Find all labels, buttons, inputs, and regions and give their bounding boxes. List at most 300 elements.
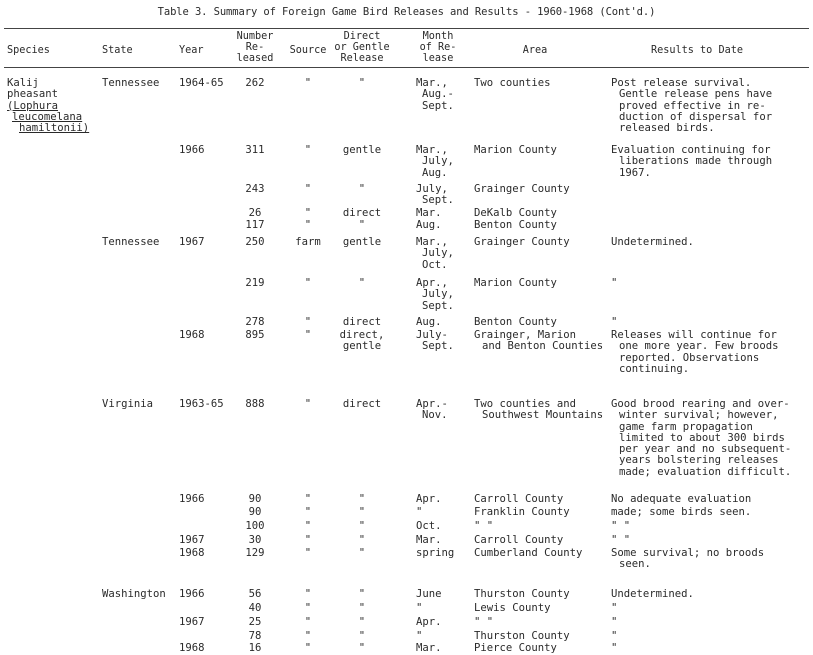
source-cell-line: " (304, 630, 312, 642)
results-cell-line: Undetermined. (611, 588, 694, 600)
results-cell-line: Releases will continue for (611, 329, 777, 341)
month-cell-line: July, (422, 288, 454, 301)
state-cell (102, 589, 166, 600)
year-cell-line: 1968 (179, 329, 205, 341)
direct-cell (333, 548, 391, 559)
header-month-line2: of Re- (419, 42, 457, 53)
number-cell-line: 311 (245, 144, 265, 156)
header-month (412, 31, 464, 64)
number-cell (231, 145, 279, 156)
results-cell (611, 494, 751, 505)
source-cell (286, 521, 330, 532)
month-cell-line: Mar. (416, 534, 442, 546)
species-line: pheasant (7, 88, 59, 101)
header-month-line3: lease (422, 53, 454, 64)
source-cell-line: " (304, 144, 312, 156)
area-cell-line: Thurston County (474, 588, 570, 600)
year-cell-line: 1967 (179, 616, 205, 628)
results-cell (611, 548, 764, 571)
month-cell (416, 494, 442, 505)
results-cell-line: Evaluation continuing for (611, 144, 771, 156)
month-cell-line: " (416, 602, 423, 614)
number-cell-line: 278 (245, 316, 265, 328)
year-cell (179, 78, 224, 89)
month-cell-line: Apr.- (416, 398, 448, 410)
month-cell-line: Aug. (416, 219, 442, 231)
month-cell-line: Aug. (416, 316, 442, 328)
source-cell-line: " (304, 642, 312, 654)
month-cell-line: " (416, 630, 423, 642)
source-cell (286, 399, 330, 410)
results-cell (611, 145, 772, 179)
header-number-line2: Re- (245, 42, 265, 53)
year-cell-line: 1968 (179, 547, 205, 559)
direct-cell (333, 145, 391, 156)
direct-cell-line: " (358, 534, 366, 546)
year-cell (179, 535, 205, 546)
year-cell-line: 1966 (179, 493, 205, 505)
source-cell-line: " (304, 547, 312, 559)
source-cell-line: " (304, 207, 312, 219)
direct-cell (333, 589, 391, 600)
direct-cell-line: " (358, 602, 366, 614)
area-cell-line: Grainger County (474, 236, 570, 248)
area-cell-line: Benton County (474, 316, 557, 328)
source-cell (286, 278, 330, 289)
direct-cell-line: " (358, 277, 366, 289)
number-cell (231, 220, 279, 231)
results-cell-line: winter survival; however, (619, 409, 779, 422)
year-cell-line: 1967 (179, 236, 205, 248)
number-cell-line: 90 (248, 506, 262, 518)
results-cell-line: made; some birds seen. (611, 506, 752, 518)
month-cell-line: Sept. (422, 99, 454, 112)
area-cell (474, 278, 557, 289)
month-cell (416, 184, 454, 207)
area-cell-line: Marion County (474, 277, 557, 289)
month-cell-line: " (416, 506, 423, 518)
number-cell (231, 631, 279, 642)
results-cell (611, 317, 617, 328)
results-cell-line: Some survival; no broods (611, 547, 765, 559)
month-cell (416, 330, 454, 353)
source-cell (286, 507, 330, 518)
header-number (231, 31, 279, 64)
results-cell-line: years bolstering releases (619, 454, 779, 467)
results-cell-line: 1967. (619, 166, 651, 179)
number-cell-line: 78 (248, 630, 262, 642)
direct-cell-line: " (358, 520, 366, 532)
month-cell (416, 535, 442, 546)
direct-cell-line: gentle (342, 340, 382, 353)
area-cell (474, 208, 557, 219)
results-cell-line: duction of dispersal for (619, 110, 773, 123)
direct-cell (333, 78, 391, 89)
header-source: Source (289, 45, 327, 56)
results-cell (611, 330, 778, 375)
area-cell (474, 617, 493, 628)
source-cell-line: " (304, 534, 312, 546)
results-cell-line: " (611, 616, 618, 628)
number-cell (231, 617, 279, 628)
source-cell-line: " (304, 77, 312, 89)
source-cell (286, 237, 330, 248)
number-cell (231, 330, 279, 341)
source-cell (286, 208, 330, 219)
results-cell-line: liberations made through (619, 155, 773, 168)
month-cell-line: Aug.- (422, 88, 454, 101)
year-cell (179, 330, 205, 341)
source-cell (286, 603, 330, 614)
number-cell-line: 262 (245, 77, 265, 89)
species-cell (7, 78, 89, 134)
results-cell-line: " (611, 316, 618, 328)
area-cell-line: Marion County (474, 144, 557, 156)
number-cell (231, 399, 279, 410)
top-rule (4, 28, 809, 29)
area-cell-line: Cumberland County (474, 547, 583, 559)
source-cell (286, 317, 330, 328)
month-cell-line: Mar. (416, 642, 442, 654)
number-cell (231, 78, 279, 89)
header-number-line1: Number (236, 31, 274, 42)
area-cell (474, 237, 570, 248)
area-cell-line: " " (474, 520, 494, 532)
results-cell-line: " " (611, 520, 631, 532)
area-cell (474, 220, 557, 231)
direct-cell-line: " (358, 77, 366, 89)
state-cell (102, 399, 153, 410)
direct-cell-line: gentle (342, 144, 382, 156)
area-cell (474, 494, 563, 505)
header-species: Species (7, 45, 50, 56)
year-cell (179, 494, 205, 505)
header-direct-line1: Direct (343, 31, 381, 42)
header-direct-line2: or Gentle (334, 42, 390, 53)
direct-cell (333, 330, 391, 353)
month-cell (416, 548, 454, 559)
year-cell (179, 237, 205, 248)
source-cell (286, 589, 330, 600)
results-cell-line: proved effective in re- (619, 99, 766, 112)
year-cell-line: 1966 (179, 588, 205, 600)
direct-cell (333, 317, 391, 328)
area-cell (474, 78, 551, 89)
direct-cell-line: " (358, 616, 366, 628)
area-cell-line: and Benton Counties (482, 340, 604, 353)
month-cell-line: Oct. (422, 258, 448, 271)
direct-cell-line: gentle (342, 236, 382, 248)
results-cell-line: per year and no subsequent- (619, 443, 792, 456)
area-cell (474, 399, 603, 422)
source-cell-line: " (304, 493, 312, 505)
month-cell-line: Sept. (422, 299, 454, 312)
year-cell-line: 1968 (179, 642, 205, 654)
header-direct-line3: Release (340, 53, 384, 64)
month-cell-line: spring (416, 547, 455, 559)
area-cell (474, 548, 582, 559)
results-cell-line: limited to about 300 birds (619, 431, 785, 444)
results-cell-line: No adequate evaluation (611, 493, 752, 505)
month-cell (416, 521, 442, 532)
month-cell (416, 603, 422, 614)
source-cell (286, 631, 330, 642)
source-cell-line: " (304, 398, 312, 410)
direct-cell-line: " (358, 630, 366, 642)
direct-cell-line: " (358, 219, 366, 231)
month-cell-line: Apr., (416, 277, 448, 289)
direct-cell (333, 494, 391, 505)
direct-cell (333, 237, 391, 248)
month-cell-line: Oct. (416, 520, 442, 532)
source-cell (286, 78, 330, 89)
results-cell-line: " " (611, 534, 631, 546)
number-cell (231, 208, 279, 219)
number-cell-line: 30 (248, 534, 262, 546)
number-cell-line: 90 (248, 493, 262, 505)
direct-cell-line: " (358, 642, 366, 654)
header-month-line1: Month (422, 31, 454, 42)
number-cell (231, 589, 279, 600)
area-cell (474, 603, 551, 614)
area-cell-line: Grainger County (474, 183, 570, 195)
number-cell (231, 184, 279, 195)
area-cell-line: DeKalb County (474, 207, 557, 219)
month-cell-line: Mar. (416, 207, 442, 219)
area-cell (474, 184, 570, 195)
header-rule (4, 67, 809, 68)
direct-cell-line: " (358, 547, 366, 559)
area-cell (474, 535, 563, 546)
state-cell-line: Tennessee (102, 77, 160, 89)
number-cell-line: 40 (248, 602, 262, 614)
results-cell (611, 617, 617, 628)
state-cell (102, 78, 159, 89)
results-cell-line: Gentle release pens have (619, 88, 773, 101)
results-cell (611, 278, 617, 289)
area-cell-line: Two counties (474, 77, 551, 89)
direct-cell (333, 278, 391, 289)
area-cell-line: Benton County (474, 219, 557, 231)
month-cell-line: July, (416, 183, 448, 195)
results-cell (611, 535, 630, 546)
month-cell-line: July, (422, 247, 454, 260)
number-cell-line: 56 (248, 588, 262, 600)
source-cell (286, 535, 330, 546)
header-area: Area (522, 45, 548, 56)
number-cell (231, 278, 279, 289)
species-line: leucomelana (12, 110, 83, 123)
results-cell (611, 399, 791, 478)
source-cell-line: farm (295, 236, 321, 248)
direct-cell (333, 643, 391, 654)
direct-cell-line: direct (342, 316, 382, 328)
source-cell-line: " (304, 616, 312, 628)
number-cell (231, 317, 279, 328)
number-cell-line: 117 (245, 219, 265, 231)
header-number-line3: leased (236, 53, 274, 64)
source-cell (286, 548, 330, 559)
month-cell (416, 399, 448, 422)
area-cell (474, 507, 570, 518)
year-cell (179, 643, 205, 654)
source-cell (286, 220, 330, 231)
month-cell-line: June (416, 588, 442, 600)
number-cell (231, 643, 279, 654)
source-cell-line: " (304, 316, 312, 328)
year-cell (179, 589, 205, 600)
month-cell-line: Apr. (416, 616, 442, 628)
month-cell (416, 78, 454, 112)
area-cell-line: " " (474, 616, 494, 628)
results-cell (611, 643, 617, 654)
results-cell (611, 521, 630, 532)
month-cell-line: Aug. (422, 166, 448, 179)
source-cell (286, 145, 330, 156)
area-cell-line: Two counties and (474, 398, 577, 410)
number-cell (231, 548, 279, 559)
year-cell (179, 548, 205, 559)
source-cell (286, 494, 330, 505)
number-cell-line: 25 (248, 616, 262, 628)
month-cell-line: Mar., (416, 77, 448, 89)
month-cell (416, 631, 422, 642)
month-cell-line: Apr. (416, 493, 442, 505)
direct-cell (333, 208, 391, 219)
number-cell-line: 219 (245, 277, 265, 289)
area-cell (474, 317, 557, 328)
month-cell-line: Mar., (416, 144, 448, 156)
results-cell-line: reported. Observations (619, 351, 760, 364)
area-cell-line: Thurston County (474, 630, 570, 642)
header-state: State (102, 45, 133, 56)
month-cell (416, 208, 442, 219)
area-cell (474, 589, 570, 600)
direct-cell-line: " (358, 493, 366, 505)
source-cell-line: " (304, 183, 312, 195)
results-cell-line: " (611, 630, 618, 642)
results-cell-line: one more year. Few broods (619, 340, 779, 353)
month-cell-line: Sept. (422, 194, 454, 207)
month-cell-line: July, (422, 155, 454, 168)
year-cell (179, 145, 205, 156)
results-cell (611, 237, 694, 248)
number-cell (231, 237, 279, 248)
source-cell-line: " (304, 520, 312, 532)
month-cell (416, 507, 422, 518)
direct-cell-line: direct (342, 398, 382, 410)
number-cell (231, 603, 279, 614)
number-cell-line: 16 (248, 642, 262, 654)
direct-cell (333, 399, 391, 410)
results-cell-line: Undetermined. (611, 236, 694, 248)
results-cell-line: made; evaluation difficult. (619, 465, 792, 478)
results-cell-line: Post release survival. (611, 77, 752, 89)
area-cell (474, 521, 493, 532)
month-cell (416, 589, 442, 600)
state-cell (102, 237, 159, 248)
month-cell (416, 278, 454, 312)
area-cell-line: Franklin County (474, 506, 570, 518)
number-cell-line: 895 (245, 329, 265, 341)
number-cell-line: 100 (245, 520, 265, 532)
area-cell (474, 643, 557, 654)
direct-cell-line: direct, (339, 329, 385, 341)
source-cell-line: " (304, 219, 312, 231)
month-cell (416, 237, 454, 271)
header-direct (333, 31, 391, 64)
table-title: Table 3. Summary of Foreign Game Bird Releases and Results - 1960-1968 (Cont'd.) (157, 6, 656, 18)
area-cell (474, 145, 557, 156)
area-cell (474, 330, 603, 353)
state-cell-line: Tennessee (102, 236, 160, 248)
direct-cell (333, 220, 391, 231)
state-cell-line: Virginia (102, 398, 154, 410)
month-cell-line: Mar., (416, 236, 448, 248)
number-cell-line: 250 (245, 236, 265, 248)
year-cell (179, 399, 224, 410)
number-cell-line: 129 (245, 547, 265, 559)
year-cell-line: 1966 (179, 144, 205, 156)
state-cell-line: Washington (102, 588, 166, 600)
results-cell (611, 507, 751, 518)
source-cell (286, 617, 330, 628)
results-cell (611, 589, 694, 600)
number-cell-line: 888 (245, 398, 265, 410)
direct-cell-line: " (358, 183, 366, 195)
direct-cell-line: " (358, 506, 366, 518)
results-cell-line: seen. (619, 558, 651, 571)
results-cell-line: continuing. (619, 362, 690, 375)
number-cell (231, 507, 279, 518)
results-cell-line: game farm propagation (619, 420, 753, 433)
year-cell (179, 617, 205, 628)
month-cell-line: Nov. (422, 409, 448, 422)
source-cell-line: " (304, 602, 312, 614)
source-cell (286, 184, 330, 195)
header-year: Year (179, 45, 204, 56)
results-cell-line: " (611, 602, 618, 614)
area-cell-line: Carroll County (474, 534, 564, 546)
results-cell-line: released birds. (619, 122, 715, 135)
direct-cell (333, 521, 391, 532)
direct-cell-line: " (358, 588, 366, 600)
area-cell (474, 631, 570, 642)
number-cell (231, 494, 279, 505)
species-line: Kalij (7, 77, 39, 89)
month-cell (416, 317, 442, 328)
results-cell-line: " (611, 642, 618, 654)
direct-cell (333, 617, 391, 628)
source-cell (286, 643, 330, 654)
direct-cell (333, 507, 391, 518)
area-cell-line: Grainger, Marion (474, 329, 577, 341)
month-cell (416, 617, 442, 628)
month-cell (416, 220, 442, 231)
results-cell-line: Good brood rearing and over- (611, 398, 790, 410)
number-cell (231, 521, 279, 532)
source-cell-line: " (304, 588, 312, 600)
area-cell-line: Lewis County (474, 602, 551, 614)
month-cell (416, 643, 442, 654)
month-cell (416, 145, 454, 179)
species-line: (Lophura (7, 99, 59, 112)
month-cell-line: Sept. (422, 340, 454, 353)
number-cell (231, 535, 279, 546)
results-cell (611, 603, 617, 614)
source-cell-line: " (304, 329, 312, 341)
source-cell (286, 330, 330, 341)
